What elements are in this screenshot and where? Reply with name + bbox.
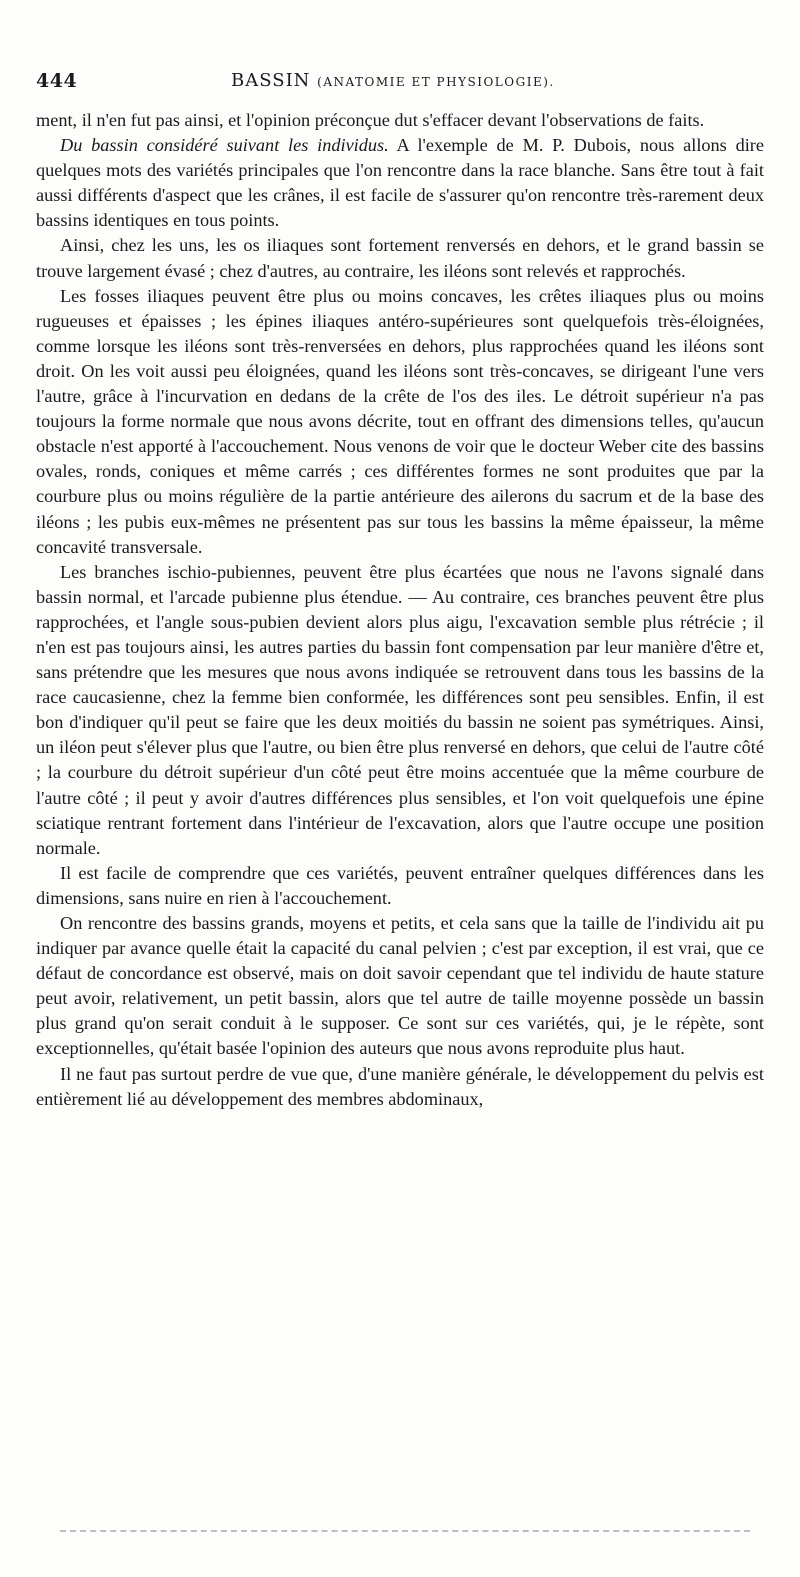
paragraph: Les branches ischio-pubiennes, peuvent être plus écartées que nous ne l'avons signalé dans bassin normal, et l'arcade pubienne plus étendue. — Au contraire, ces branches peuvent être plus rapprochées, et l'angle sous-pubien devient alors plus aigu, l'excavation semble plus rétrécie ; il n'en est pas toujours ainsi, les autres parties du bassin font compensation par leur manière d'être et, sans prétendre que les mesures que nous avons indiquée se retrouvent dans tous les bassins de la race caucasienne, chez la femme bien conformée, les différences sont peu sensibles. Enfin, il est bon d'indiquer qu'il peut se faire que les deux moitiés du bassin ne soient pas symétriques. Ainsi, un iléon peut s'élever plus que l'autre, ou bien être plus renversé en dehors, que celui de l'autre côté ; la courbure du détroit supérieur d'un côté peut être moins accentuée que la même courbure de l'autre côté ; il peut y avoir d'autres différences plus sensibles, et l'on voit quelquefois une épine sciatique rentrant fortement dans l'intérieur de l'excavation, alors que l'autre occupe une position normale. <box>36 561 764 858</box>
body-text <box>36 108 764 1112</box>
paragraph: Ainsi, chez les uns, les os iliaques sont fortement renversés en dehors, et le grand bassin se trouve largement évasé ; chez d'autres, au contraire, les iléons sont relevés et rapprochés. <box>36 235 764 281</box>
section-title: Du bassin considéré suivant les individus. <box>60 135 389 156</box>
paragraph: Il est facile de comprendre que ces variétés, peuvent entraîner quelques différences dans les dimensions, sans nuire en rien à l'accouchement. <box>36 862 764 908</box>
running-subtitle: (ANATOMIE ET PHYSIOLOGIE). <box>317 75 555 89</box>
paragraph-continuation: ment, il n'en fut pas ainsi, et l'opinion préconçue dut s'effacer devant l'observations de faits. <box>36 110 705 130</box>
paragraph: Il ne faut pas surtout perdre de vue que, d'une manière générale, le développement du pelvis est entièrement lié au développement des membres abdominaux, <box>36 1063 764 1109</box>
paragraph-text: A l'exemple de M. P. Dubois, nous allons dire quelques mots des variétés principales que l'on rencontre dans la race blanche. Sans être tout à fait aussi différents d'aspect que les crânes, il est facile de s'assurer qu'on rencontre très-rarement deux bassins identiques en tous points. <box>36 135 764 231</box>
running-head <box>231 70 555 91</box>
page-header <box>36 70 766 100</box>
paragraph: On rencontre des bassins grands, moyens et petits, et cela sans que la taille de l'individu ait pu indiquer par avance quelle était la capacité du canal pelvien ; c'est par exception, il est vrai, que ce défaut de concordance est observé, mais on doit savoir cependant que tel individu de haute stature peut avoir, relativement, un petit bassin, alors que tel autre de taille moyenne possède un bassin plus grand qu'on serait conduit à le supposer. Ce sont sur ces variétés, qui, je le répète, sont exceptionnelles, qu'était basée l'opinion des auteurs que nous avons reproduite plus haut. <box>36 913 764 1059</box>
page-number: 444 <box>36 70 78 92</box>
footer-rule <box>60 1530 750 1532</box>
paragraph-section-intro <box>36 133 764 233</box>
paragraph: Les fosses iliaques peuvent être plus ou moins concaves, les crêtes iliaques plus ou moins rugueuses et épaisses ; les épines iliaques antéro-supérieures sont quelquefois très-éloignées, comme lorsque les iléons sont très-renversées en dehors, plus rapprochées quand les iléons sont droit. On les voit aussi peu éloignées, quand les iléons sont très-concaves, se dirigeant l'une vers l'autre, grâce à l'incurvation en dedans de la crête de l'os des iles. Le détroit supérieur n'a pas toujours la forme normale que nous avons décrite, tout en offrant des dimensions telles, qu'aucun obstacle n'est apporté à l'accouchement. Nous venons de voir que le docteur Weber cite des bassins ovales, ronds, coniques et même carrés ; ces différentes formes ne sont produites que par la courbure plus ou moins régulière de la partie antérieure des ailerons du sacrum et de la base des iléons ; les pubis eux-mêmes ne présentent pas sur tous les bassins la même épaisseur, la même concavité transversale. <box>36 285 764 557</box>
running-title: BASSIN <box>231 70 311 91</box>
